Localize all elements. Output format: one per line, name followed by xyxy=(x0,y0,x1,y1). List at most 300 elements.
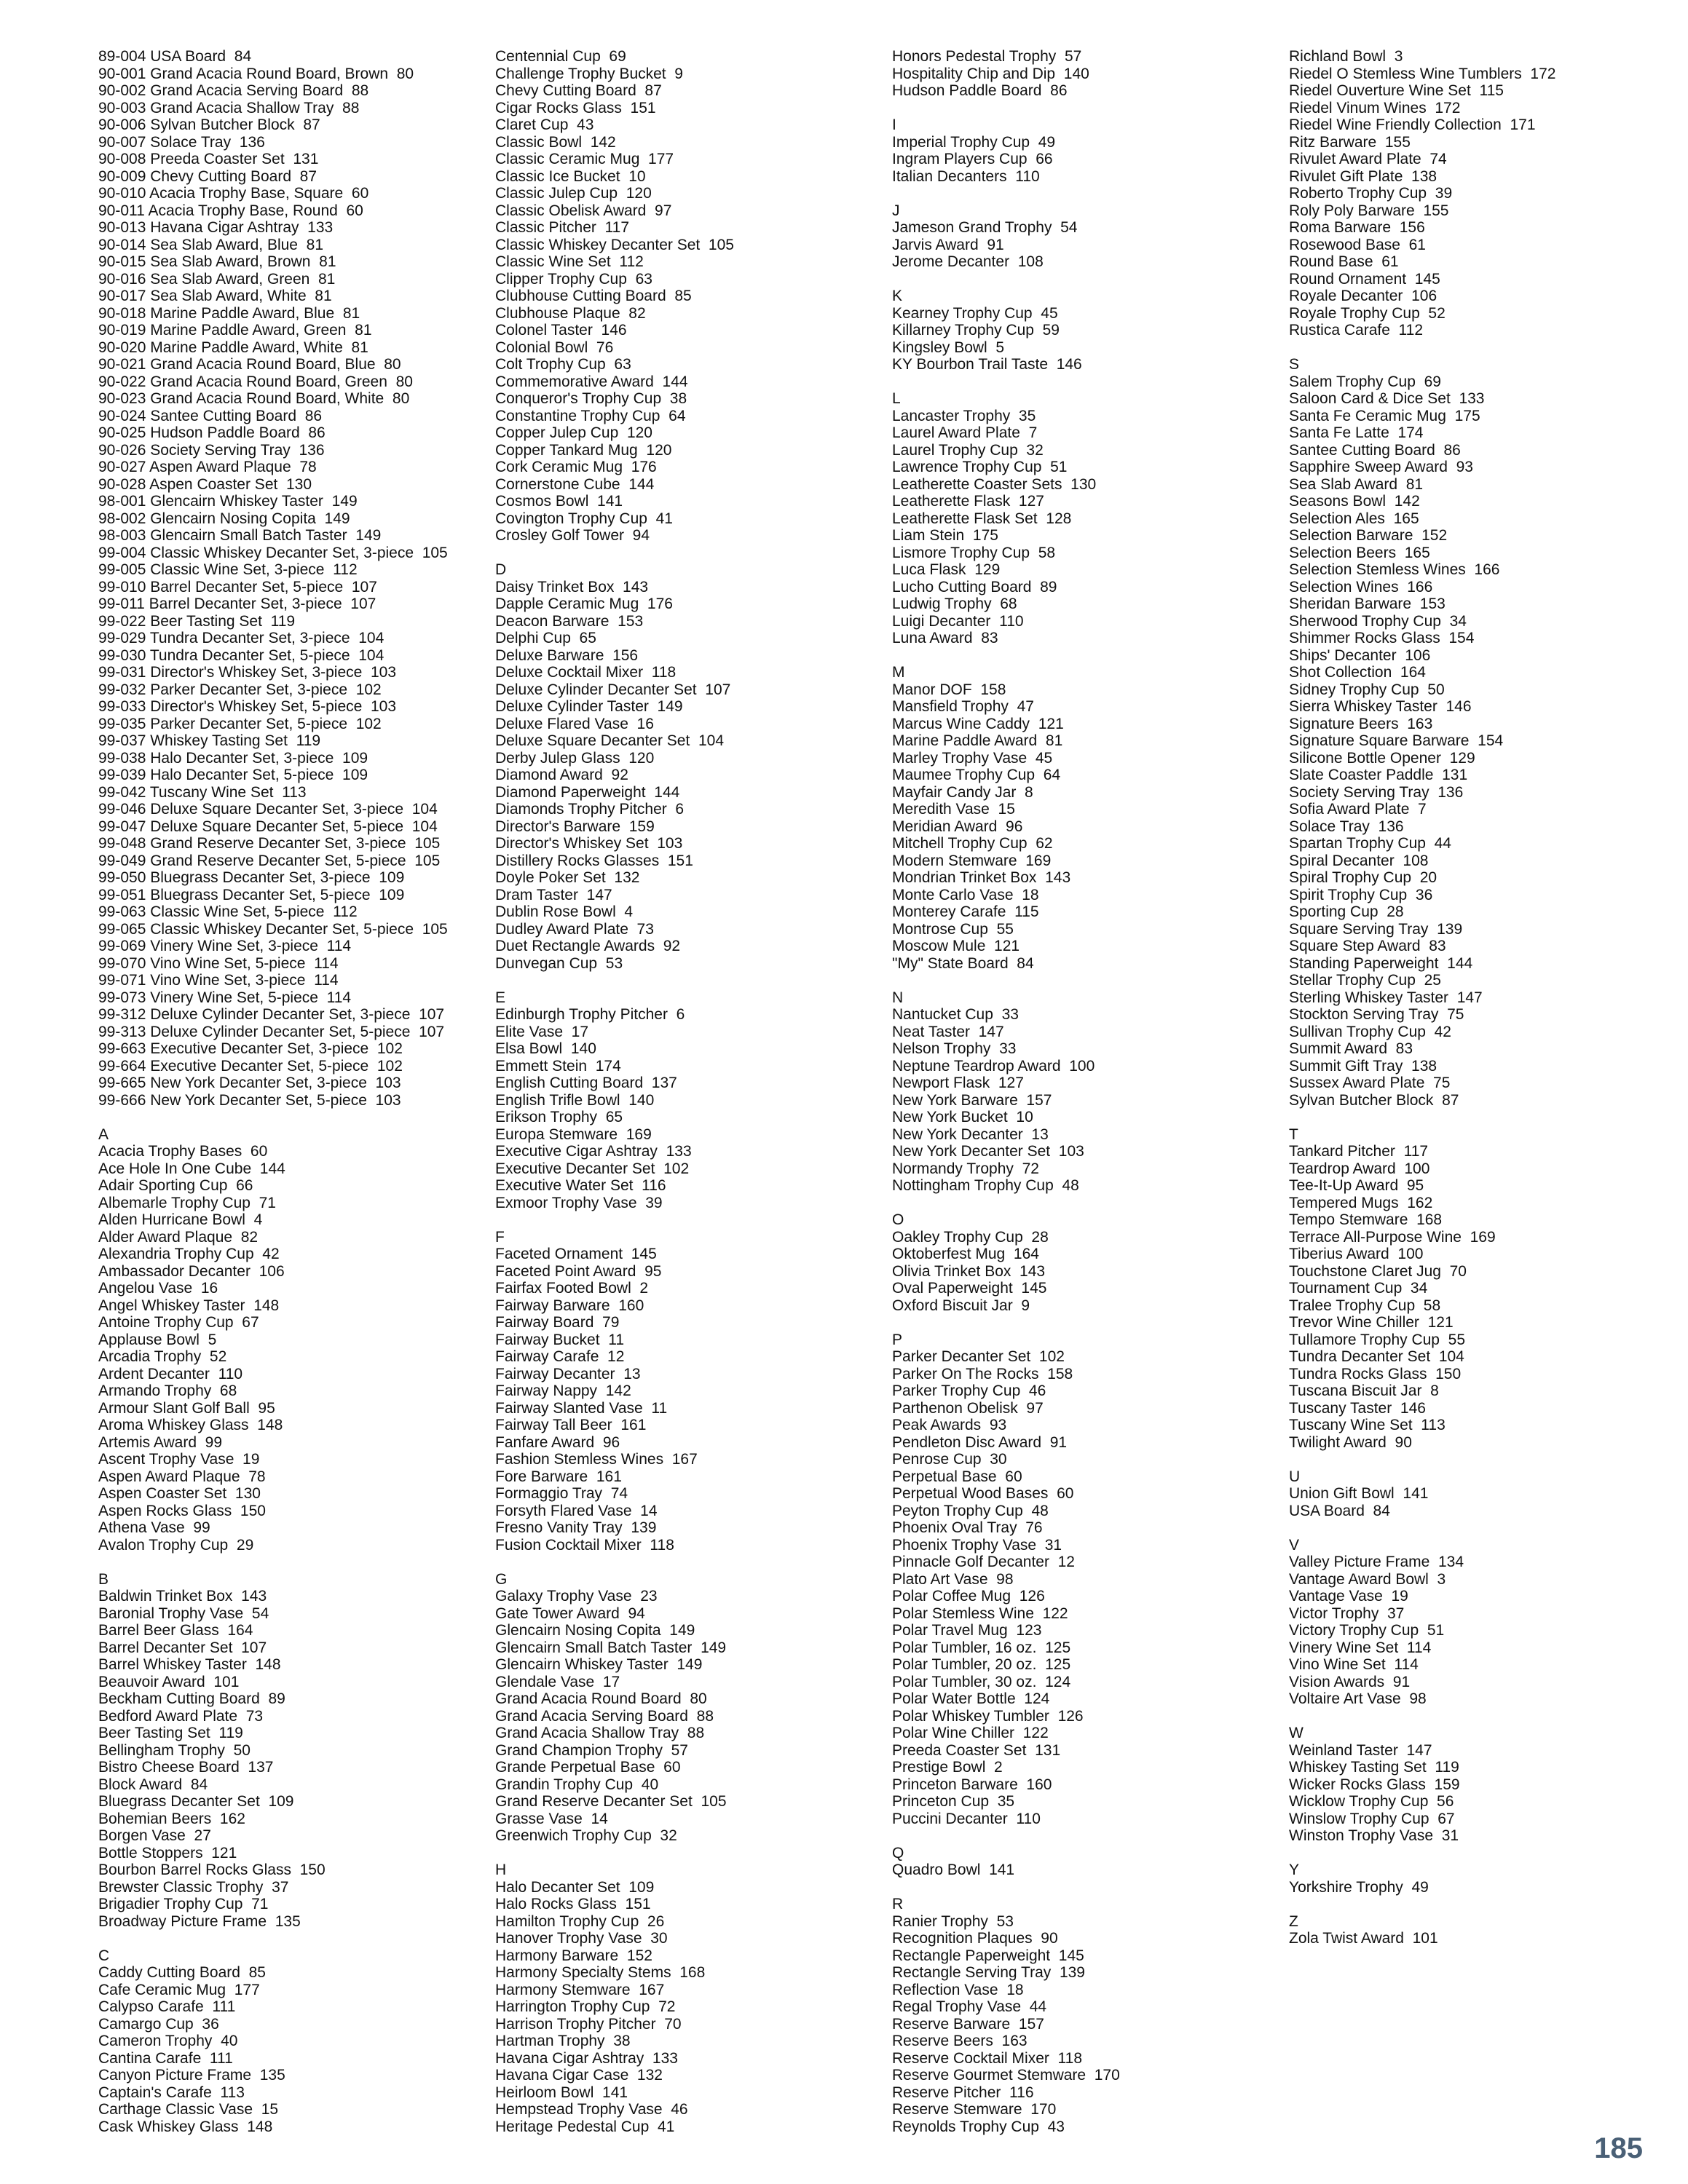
index-entry: Manor DOF 158 xyxy=(892,681,1006,698)
index-entry: Stellar Trophy Cup 25 xyxy=(1289,972,1441,989)
index-entry: Perpetual Wood Bases 60 xyxy=(892,1485,1074,1502)
index-entry: Ascent Trophy Vase 19 xyxy=(98,1451,260,1468)
index-entry: Diamond Award 92 xyxy=(495,767,628,783)
index-entry: Baronial Trophy Vase 54 xyxy=(98,1605,269,1622)
index-entry: Bottle Stoppers 121 xyxy=(98,1844,237,1861)
index-entry: Sullivan Trophy Cup 42 xyxy=(1289,1023,1451,1040)
index-entry: Havana Cigar Ashtray 133 xyxy=(495,2049,678,2067)
index-entry: 99-004 Classic Whiskey Decanter Set, 3-piece 105 xyxy=(98,544,448,561)
index-entry: 99-063 Classic Wine Set, 5-piece 112 xyxy=(98,903,358,920)
spacer xyxy=(98,1109,484,1126)
index-entry: Aspen Award Plaque 78 xyxy=(98,1468,266,1485)
index-entry: 99-030 Tundra Decanter Set, 5-piece 104 xyxy=(98,646,384,664)
index-entry: Shot Collection 164 xyxy=(1289,664,1426,681)
index-entry: Meredith Vase 15 xyxy=(892,801,1015,818)
index-entry: 90-019 Marine Paddle Award, Green 81 xyxy=(98,322,372,339)
index-entry: Polar Coffee Mug 126 xyxy=(892,1588,1045,1605)
index-entry: Yorkshire Trophy 49 xyxy=(1289,1878,1429,1896)
index-entry: Wicker Rocks Glass 159 xyxy=(1289,1776,1460,1793)
index-entry: Spiral Decanter 108 xyxy=(1289,852,1429,869)
index-entry: Colonial Bowl 76 xyxy=(495,339,614,356)
index-entry: "My" State Board 84 xyxy=(892,954,1034,972)
index-entry: Spartan Trophy Cup 44 xyxy=(1289,835,1451,852)
index-entry: Parker Decanter Set 102 xyxy=(892,1348,1065,1365)
index-entry: Arcadia Trophy 52 xyxy=(98,1348,227,1365)
index-entry: Sterling Whiskey Taster 147 xyxy=(1289,989,1483,1006)
index-entry: Marcus Wine Caddy 121 xyxy=(892,715,1064,732)
index-entry: Ingram Players Cup 66 xyxy=(892,151,1053,167)
index-entry: Grande Perpetual Base 60 xyxy=(495,1759,681,1776)
index-entry: 99-035 Parker Decanter Set, 5-piece 102 xyxy=(98,715,382,732)
index-entry: Armando Trophy 68 xyxy=(98,1382,237,1399)
index-entry: Fairway Decanter 13 xyxy=(495,1365,641,1382)
index-entry: 99-033 Director's Whiskey Set, 5-piece 103 xyxy=(98,698,397,715)
spacer xyxy=(495,545,881,562)
index-entry: Rosewood Base 61 xyxy=(1289,236,1426,253)
index-letter-heading: L xyxy=(892,390,901,407)
index-entry: Mitchell Trophy Cup 62 xyxy=(892,835,1053,852)
index-entry: 90-001 Grand Acacia Round Board, Brown 80 xyxy=(98,65,414,82)
index-letter-heading: B xyxy=(98,1570,109,1588)
index-entry: Copper Julep Cup 120 xyxy=(495,424,652,441)
index-entry: Solace Tray 136 xyxy=(1289,818,1404,835)
index-entry: Beer Tasting Set 119 xyxy=(98,1725,243,1741)
index-letter-heading: F xyxy=(495,1228,505,1246)
index-entry: Monterey Carafe 115 xyxy=(892,903,1039,920)
index-letter-heading: W xyxy=(1289,1725,1304,1741)
spacer xyxy=(1289,1708,1675,1725)
index-entry: Chevy Cutting Board 87 xyxy=(495,82,662,99)
index-entry: 99-050 Bluegrass Decanter Set, 3-piece 109 xyxy=(98,869,405,886)
index-entry: 90-002 Grand Acacia Serving Board 88 xyxy=(98,82,369,99)
index-entry: Selection Beers 165 xyxy=(1289,544,1430,561)
index-entry: Mayfair Candy Jar 8 xyxy=(892,783,1033,801)
index-entry: Heirloom Bowl 141 xyxy=(495,2084,628,2101)
index-entry: Preeda Coaster Set 131 xyxy=(892,1741,1061,1759)
index-entry: Deluxe Square Decanter Set 104 xyxy=(495,732,725,749)
index-entry: Mansfield Trophy 47 xyxy=(892,698,1034,715)
index-entry: Hospitality Chip and Dip 140 xyxy=(892,65,1089,82)
index-entry: 98-003 Glencairn Small Batch Taster 149 xyxy=(98,527,382,544)
index-entry: Oakley Trophy Cup 28 xyxy=(892,1228,1049,1246)
index-entry: Alder Award Plaque 82 xyxy=(98,1228,259,1246)
index-entry: Selection Barware 152 xyxy=(1289,527,1448,544)
index-entry: Tempered Mugs 162 xyxy=(1289,1194,1433,1211)
index-entry: Tuscany Wine Set 113 xyxy=(1289,1417,1446,1433)
index-entry: Silicone Bottle Opener 129 xyxy=(1289,749,1475,767)
index-entry: 90-025 Hudson Paddle Board 86 xyxy=(98,424,326,441)
index-entry: Centennial Cup 69 xyxy=(495,48,626,65)
index-entry: Antoine Trophy Cup 67 xyxy=(98,1314,259,1331)
index-entry: Square Serving Tray 139 xyxy=(1289,920,1463,938)
index-entry: Executive Decanter Set 102 xyxy=(495,1160,690,1177)
index-entry: Sherwood Trophy Cup 34 xyxy=(1289,612,1467,630)
index-entry: Roma Barware 156 xyxy=(1289,219,1425,236)
index-entry: Spiral Trophy Cup 20 xyxy=(1289,869,1437,886)
index-entry: Luna Award 83 xyxy=(892,630,998,646)
index-entry: Camargo Cup 36 xyxy=(98,2015,219,2033)
index-entry: Polar Tumbler, 30 oz. 124 xyxy=(892,1673,1071,1690)
index-entry: Standing Paperweight 144 xyxy=(1289,954,1473,972)
index-entry: Havana Cigar Case 132 xyxy=(495,2067,663,2084)
index-entry: Phoenix Trophy Vase 31 xyxy=(892,1536,1062,1554)
index-entry: Barrel Beer Glass 164 xyxy=(98,1622,253,1639)
index-entry: Aspen Rocks Glass 150 xyxy=(98,1502,266,1519)
index-entry: Santa Fe Latte 174 xyxy=(1289,424,1424,441)
index-entry: Block Award 84 xyxy=(98,1776,208,1793)
index-entry: Touchstone Claret Jug 70 xyxy=(1289,1262,1467,1280)
index-entry: Fashion Stemless Wines 167 xyxy=(495,1451,698,1468)
index-entry: Bourbon Barrel Rocks Glass 150 xyxy=(98,1861,326,1878)
index-entry: Regal Trophy Vase 44 xyxy=(892,1998,1047,2015)
index-entry: Harmony Stemware 167 xyxy=(495,1981,665,1998)
index-entry: Zola Twist Award 101 xyxy=(1289,1930,1438,1947)
index-entry: Fairway Board 79 xyxy=(495,1314,620,1331)
index-entry: USA Board 84 xyxy=(1289,1502,1390,1519)
index-letter-heading: O xyxy=(892,1211,904,1228)
index-entry: 99-042 Tuscany Wine Set 113 xyxy=(98,783,307,801)
index-entry: Rectangle Serving Tray 139 xyxy=(892,1964,1085,1981)
index-entry: Teardrop Award 100 xyxy=(1289,1160,1430,1177)
index-entry: Ranier Trophy 53 xyxy=(892,1912,1014,1930)
index-entry: Leatherette Flask Set 128 xyxy=(892,510,1072,527)
index-entry: Ships' Decanter 106 xyxy=(1289,646,1431,664)
index-entry: Kingsley Bowl 5 xyxy=(892,339,1005,356)
index-entry: Tuscana Biscuit Jar 8 xyxy=(1289,1382,1439,1399)
index-entry: Deluxe Cylinder Taster 149 xyxy=(495,698,683,715)
spacer xyxy=(892,647,1278,665)
index-entry: Riedel Vinum Wines 172 xyxy=(1289,99,1461,116)
index-entry: Hanover Trophy Vase 30 xyxy=(495,1930,668,1947)
index-entry: 98-002 Glencairn Nosing Copita 149 xyxy=(98,510,350,527)
index-entry: Colt Trophy Cup 63 xyxy=(495,356,631,373)
index-entry: 90-024 Santee Cutting Board 86 xyxy=(98,407,323,424)
index-entry: Classic Ice Bucket 10 xyxy=(495,167,646,185)
index-entry: Olivia Trinket Box 143 xyxy=(892,1262,1046,1280)
index-entry: Clipper Trophy Cup 63 xyxy=(495,270,652,288)
index-entry: Twilight Award 90 xyxy=(1289,1433,1412,1451)
index-entry: Classic Obelisk Award 97 xyxy=(495,202,672,219)
index-entry: Classic Julep Cup 120 xyxy=(495,185,652,202)
index-entry: Caddy Cutting Board 85 xyxy=(98,1964,266,1981)
index-entry: Classic Whiskey Decanter Set 105 xyxy=(495,236,734,253)
index-entry: Classic Pitcher 117 xyxy=(495,219,630,236)
index-column-4 xyxy=(1289,48,1675,1947)
index-entry: Salem Trophy Cup 69 xyxy=(1289,373,1441,390)
index-entry: Round Base 61 xyxy=(1289,253,1399,270)
index-entry: Princeton Cup 35 xyxy=(892,1793,1015,1810)
index-entry: 99-048 Grand Reserve Decanter Set, 3-piece 105 xyxy=(98,835,441,852)
index-entry: English Trifle Bowl 140 xyxy=(495,1091,655,1109)
index-letter-heading: A xyxy=(98,1125,109,1143)
index-entry: Fairway Nappy 142 xyxy=(495,1382,631,1399)
index-entry: Fore Barware 161 xyxy=(495,1468,622,1485)
index-entry: Weinland Taster 147 xyxy=(1289,1741,1432,1759)
index-entry: Daisy Trinket Box 143 xyxy=(495,578,649,596)
index-entry: 99-073 Vinery Wine Set, 5-piece 114 xyxy=(98,989,352,1006)
index-entry: 90-016 Sea Slab Award, Green 81 xyxy=(98,270,336,288)
index-entry: Victor Trophy 37 xyxy=(1289,1605,1405,1622)
index-entry: Brewster Classic Trophy 37 xyxy=(98,1878,289,1896)
index-entry: Gate Tower Award 94 xyxy=(495,1605,645,1622)
index-entry: Aspen Coaster Set 130 xyxy=(98,1485,261,1502)
index-entry: Commemorative Award 144 xyxy=(495,373,688,390)
index-entry: Parthenon Obelisk 97 xyxy=(892,1399,1044,1417)
index-entry: Grasse Vase 14 xyxy=(495,1810,608,1827)
index-entry: Executive Cigar Ashtray 133 xyxy=(495,1143,692,1160)
page-number: 185 xyxy=(1594,2132,1643,2164)
index-entry: Sheridan Barware 153 xyxy=(1289,596,1446,612)
index-entry: Forsyth Flared Vase 14 xyxy=(495,1502,658,1519)
index-entry: 90-020 Marine Paddle Award, White 81 xyxy=(98,339,368,356)
index-entry: 90-017 Sea Slab Award, White 81 xyxy=(98,288,332,304)
index-entry: 99-022 Beer Tasting Set 119 xyxy=(98,612,296,630)
index-entry: Selection Wines 166 xyxy=(1289,578,1433,596)
index-entry: Copper Tankard Mug 120 xyxy=(495,441,672,459)
index-entry: Riedel Ouverture Wine Set 115 xyxy=(1289,82,1504,99)
index-letter-heading: E xyxy=(495,989,506,1006)
index-letter-heading: D xyxy=(495,561,507,578)
index-entry: English Cutting Board 137 xyxy=(495,1075,677,1091)
spacer xyxy=(495,1554,881,1571)
index-entry: Brigadier Trophy Cup 71 xyxy=(98,1896,269,1912)
index-entry: Cafe Ceramic Mug 177 xyxy=(98,1981,260,1998)
index-entry: Vantage Award Bowl 3 xyxy=(1289,1570,1446,1588)
index-entry: Round Ornament 145 xyxy=(1289,270,1440,288)
index-entry: Tralee Trophy Cup 58 xyxy=(1289,1297,1441,1314)
index-entry: Derby Julep Glass 120 xyxy=(495,749,655,767)
index-entry: 90-006 Sylvan Butcher Block 87 xyxy=(98,116,320,133)
index-entry: Edinburgh Trophy Pitcher 6 xyxy=(495,1006,685,1023)
index-entry: Beauvoir Award 101 xyxy=(98,1673,240,1690)
index-entry: 99-005 Classic Wine Set, 3-piece 112 xyxy=(98,561,358,578)
index-entry: 90-007 Solace Tray 136 xyxy=(98,133,265,151)
index-entry: 90-021 Grand Acacia Round Board, Blue 80 xyxy=(98,356,401,373)
index-entry: Nelson Trophy 33 xyxy=(892,1040,1017,1057)
spacer xyxy=(892,271,1278,288)
index-entry: 99-664 Executive Decanter Set, 5-piece 102 xyxy=(98,1057,403,1075)
index-entry: Lancaster Trophy 35 xyxy=(892,407,1036,424)
index-entry: Lawrence Trophy Cup 51 xyxy=(892,459,1068,475)
index-entry: Roly Poly Barware 155 xyxy=(1289,202,1449,219)
index-entry: Cask Whiskey Glass 148 xyxy=(98,2118,273,2135)
index-entry: Borgen Vase 27 xyxy=(98,1827,211,1844)
index-entry: Fairway Barware 160 xyxy=(495,1297,644,1314)
index-entry: Claret Cup 43 xyxy=(495,116,594,133)
index-entry: Valley Picture Frame 134 xyxy=(1289,1554,1464,1570)
index-entry: Covington Trophy Cup 41 xyxy=(495,510,673,527)
index-entry: Kearney Trophy Cup 45 xyxy=(892,304,1058,322)
index-entry: Hempstead Trophy Vase 46 xyxy=(495,2101,688,2118)
index-entry: 99-046 Deluxe Square Decanter Set, 3-piece 104 xyxy=(98,801,438,818)
index-entry: Deluxe Cylinder Decanter Set 107 xyxy=(495,681,731,698)
index-entry: Calypso Carafe 111 xyxy=(98,1998,236,2015)
index-entry: Avalon Trophy Cup 29 xyxy=(98,1536,254,1554)
index-entry: Tundra Rocks Glass 150 xyxy=(1289,1365,1462,1382)
index-entry: Stockton Serving Tray 75 xyxy=(1289,1006,1464,1023)
index-entry: Aroma Whiskey Glass 148 xyxy=(98,1417,283,1433)
index-entry: 99-032 Parker Decanter Set, 3-piece 102 xyxy=(98,681,382,698)
index-entry: Classic Bowl 142 xyxy=(495,133,616,151)
index-entry: Quadro Bowl 141 xyxy=(892,1861,1015,1878)
index-entry: Reserve Cocktail Mixer 118 xyxy=(892,2049,1083,2067)
index-entry: Fairway Carafe 12 xyxy=(495,1348,625,1365)
index-entry: Applause Bowl 5 xyxy=(98,1331,217,1348)
index-entry: Athena Vase 99 xyxy=(98,1519,210,1536)
index-entry: New York Decanter Set 103 xyxy=(892,1143,1084,1160)
index-entry: Polar Tumbler, 16 oz. 125 xyxy=(892,1639,1071,1656)
index-entry: Normandy Trophy 72 xyxy=(892,1160,1039,1177)
index-entry: Puccini Decanter 110 xyxy=(892,1810,1041,1827)
index-entry: 99-039 Halo Decanter Set, 5-piece 109 xyxy=(98,767,368,783)
index-entry: Selection Stemless Wines 166 xyxy=(1289,561,1500,578)
index-entry: Tee-It-Up Award 95 xyxy=(1289,1177,1424,1194)
index-entry: Slate Coaster Paddle 131 xyxy=(1289,767,1468,783)
index-entry: Fairway Tall Beer 161 xyxy=(495,1417,647,1433)
index-entry: Prestige Bowl 2 xyxy=(892,1759,1003,1776)
index-entry: Pendleton Disc Award 91 xyxy=(892,1433,1068,1451)
index-entry: Bluegrass Decanter Set 109 xyxy=(98,1793,294,1810)
spacer xyxy=(892,1879,1278,1896)
index-entry: 90-011 Acacia Trophy Base, Round 60 xyxy=(98,202,363,219)
index-entry: Rustica Carafe 112 xyxy=(1289,322,1424,339)
spacer xyxy=(892,100,1278,117)
index-entry: Constantine Trophy Cup 64 xyxy=(495,407,686,424)
index-entry: Rectangle Paperweight 145 xyxy=(892,1947,1084,1964)
index-entry: Baldwin Trinket Box 143 xyxy=(98,1588,267,1605)
index-entry: Roberto Trophy Cup 39 xyxy=(1289,185,1453,202)
index-entry: 99-051 Bluegrass Decanter Set, 5-piece 109 xyxy=(98,886,405,903)
index-entry: Recognition Plaques 90 xyxy=(892,1930,1058,1947)
index-entry: Clubhouse Plaque 82 xyxy=(495,304,646,322)
index-entry: Broadway Picture Frame 135 xyxy=(98,1912,301,1930)
index-entry: Colonel Taster 146 xyxy=(495,322,627,339)
index-entry: Sapphire Sweep Award 93 xyxy=(1289,459,1473,475)
index-entry: Neat Taster 147 xyxy=(892,1023,1004,1040)
index-entry: Bohemian Beers 162 xyxy=(98,1810,245,1827)
index-entry: Oktoberfest Mug 164 xyxy=(892,1246,1039,1262)
index-letter-heading: G xyxy=(495,1570,508,1588)
index-entry: Reserve Pitcher 116 xyxy=(892,2084,1034,2101)
index-entry: Oxford Biscuit Jar 9 xyxy=(892,1297,1030,1314)
index-letter-heading: N xyxy=(892,989,904,1006)
index-entry: Reynolds Trophy Cup 43 xyxy=(892,2118,1065,2135)
index-entry: Bedford Award Plate 73 xyxy=(98,1707,264,1725)
index-entry: Duet Rectangle Awards 92 xyxy=(495,938,681,954)
index-entry: 99-037 Whiskey Tasting Set 119 xyxy=(98,732,321,749)
index-entry: Classic Ceramic Mug 177 xyxy=(495,151,674,167)
index-entry: Conqueror's Trophy Cup 38 xyxy=(495,390,687,407)
index-entry: 99-312 Deluxe Cylinder Decanter Set, 3-piece 107 xyxy=(98,1006,445,1023)
index-entry: Hartman Trophy 38 xyxy=(495,2033,631,2049)
index-entry: Sporting Cup 28 xyxy=(1289,903,1404,920)
index-entry: Deacon Barware 153 xyxy=(495,612,644,630)
index-entry: Fairfax Footed Bowl 2 xyxy=(495,1280,649,1297)
index-entry: Sierra Whiskey Taster 146 xyxy=(1289,698,1472,715)
index-entry: Angelou Vase 16 xyxy=(98,1280,218,1297)
index-entry: Monte Carlo Vase 18 xyxy=(892,886,1039,903)
index-entry: Vino Wine Set 114 xyxy=(1289,1656,1419,1673)
index-entry: Maumee Trophy Cup 64 xyxy=(892,767,1061,783)
index-entry: Deluxe Flared Vase 16 xyxy=(495,715,654,732)
index-entry: Halo Rocks Glass 151 xyxy=(495,1896,651,1912)
index-entry: Imperial Trophy Cup 49 xyxy=(892,133,1056,151)
index-entry: Emmett Stein 174 xyxy=(495,1057,621,1075)
spacer xyxy=(892,1827,1278,1845)
index-entry: Barrel Decanter Set 107 xyxy=(98,1639,267,1656)
index-entry: Reserve Gourmet Stemware 170 xyxy=(892,2067,1120,2084)
index-letter-heading: Z xyxy=(1289,1912,1298,1930)
index-entry: Glencairn Nosing Copita 149 xyxy=(495,1622,695,1639)
index-entry: Fresno Vanity Tray 139 xyxy=(495,1519,657,1536)
index-entry: Fairway Slanted Vase 11 xyxy=(495,1399,668,1417)
index-entry: 99-065 Classic Whiskey Decanter Set, 5-piece 105 xyxy=(98,920,448,938)
index-entry: Fusion Cocktail Mixer 118 xyxy=(495,1536,674,1554)
index-entry: Peyton Trophy Cup 48 xyxy=(892,1502,1049,1519)
index-entry: Ardent Decanter 110 xyxy=(98,1365,243,1382)
index-entry: Society Serving Tray 136 xyxy=(1289,783,1464,801)
index-entry: Challenge Trophy Bucket 9 xyxy=(495,65,683,82)
index-entry: 90-003 Grand Acacia Shallow Tray 88 xyxy=(98,99,360,116)
spacer xyxy=(495,1211,881,1229)
index-letter-heading: U xyxy=(1289,1468,1301,1485)
index-entry: Luca Flask 129 xyxy=(892,561,1001,578)
index-entry: 99-029 Tundra Decanter Set, 3-piece 104 xyxy=(98,630,384,646)
index-entry: Marine Paddle Award 81 xyxy=(892,732,1063,749)
index-entry: Distillery Rocks Glasses 151 xyxy=(495,852,693,869)
index-entry: Sofia Award Plate 7 xyxy=(1289,801,1427,818)
index-entry: Luigi Decanter 110 xyxy=(892,612,1024,630)
index-entry: Jarvis Award 91 xyxy=(892,236,1004,253)
spacer xyxy=(1289,1845,1675,1862)
index-entry: Ambassador Decanter 106 xyxy=(98,1262,285,1280)
index-column-1 xyxy=(98,48,484,2135)
index-entry: Bellingham Trophy 50 xyxy=(98,1741,251,1759)
index-entry: New York Barware 157 xyxy=(892,1091,1052,1109)
index-entry: Square Step Award 83 xyxy=(1289,938,1446,954)
index-entry: Glencairn Whiskey Taster 149 xyxy=(495,1656,703,1673)
index-letter-heading: I xyxy=(892,116,896,133)
index-entry: Riedel Wine Friendly Collection 171 xyxy=(1289,116,1536,133)
index-entry: Liam Stein 175 xyxy=(892,527,998,544)
index-entry: Laurel Award Plate 7 xyxy=(892,424,1038,441)
index-entry: Ace Hole In One Cube 144 xyxy=(98,1160,285,1177)
index-entry: Reserve Stemware 170 xyxy=(892,2101,1057,2118)
index-entry: Polar Stemless Wine 122 xyxy=(892,1605,1068,1622)
index-entry: Director's Whiskey Set 103 xyxy=(495,835,683,852)
index-entry: Richland Bowl 3 xyxy=(1289,48,1403,65)
index-columns xyxy=(98,48,1642,2145)
spacer xyxy=(1289,339,1675,357)
index-entry: Diamonds Trophy Pitcher 6 xyxy=(495,801,685,818)
index-entry: Grand Acacia Round Board 80 xyxy=(495,1690,707,1707)
index-entry: Santa Fe Ceramic Mug 175 xyxy=(1289,407,1480,424)
index-entry: Harrison Trophy Pitcher 70 xyxy=(495,2015,682,2033)
index-entry: Seasons Bowl 142 xyxy=(1289,493,1420,510)
index-entry: 90-010 Acacia Trophy Base, Square 60 xyxy=(98,185,369,202)
index-entry: Vantage Vase 19 xyxy=(1289,1588,1408,1605)
index-entry: Whiskey Tasting Set 119 xyxy=(1289,1759,1459,1776)
spacer xyxy=(495,1845,881,1862)
index-entry: Grand Champion Trophy 57 xyxy=(495,1741,688,1759)
index-entry: Tullamore Trophy Cup 55 xyxy=(1289,1331,1466,1348)
index-entry: Delphi Cup 65 xyxy=(495,630,596,646)
index-entry: Dublin Rose Bowl 4 xyxy=(495,903,634,920)
index-entry: Alden Hurricane Bowl 4 xyxy=(98,1211,263,1228)
index-entry: Trevor Wine Chiller 121 xyxy=(1289,1314,1454,1331)
spacer xyxy=(892,373,1278,391)
index-entry: 99-663 Executive Decanter Set, 3-piece 102 xyxy=(98,1040,403,1057)
